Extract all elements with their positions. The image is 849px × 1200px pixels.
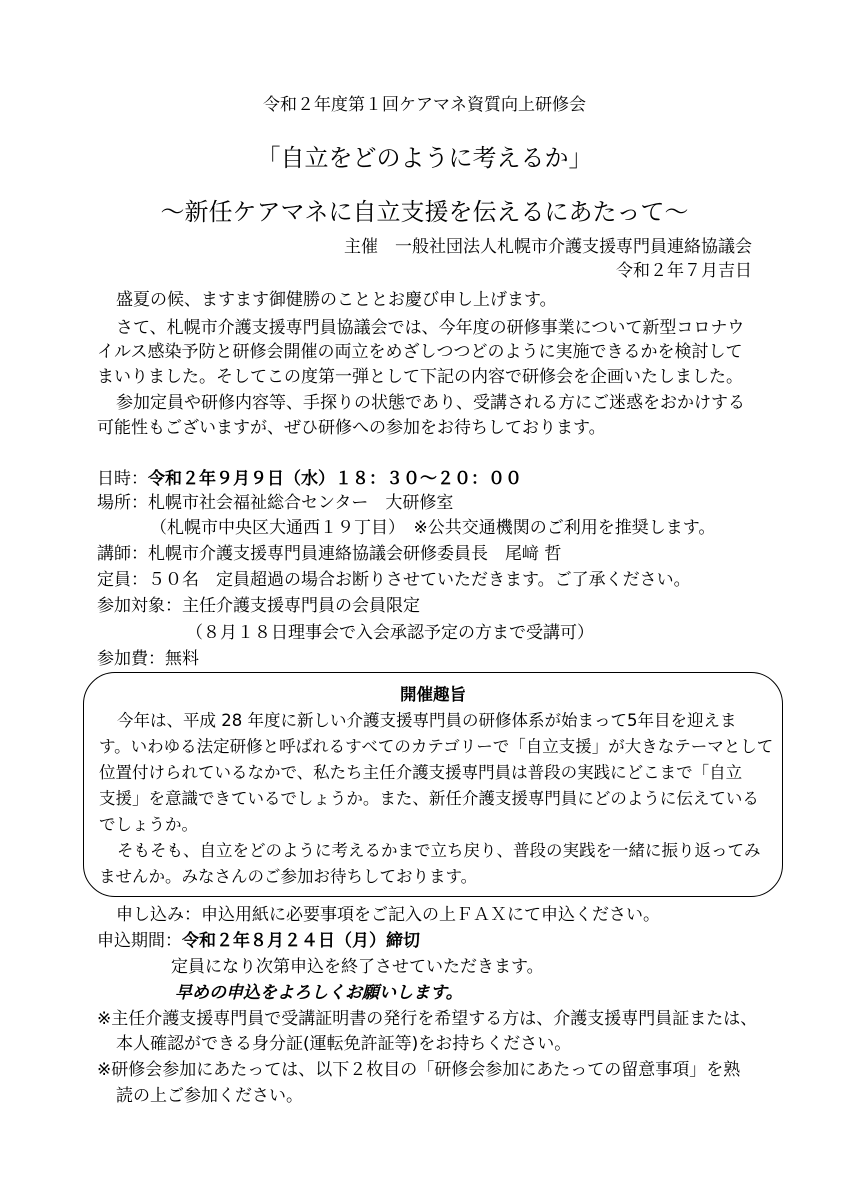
purpose-box [83,672,783,897]
capacity-value: ５０名 定員超過の場合お断りさせていただきます。ご了承ください。 [148,570,691,590]
subtitle: ～新任ケアマネに自立支援を伝えるにあたって～ [160,198,689,226]
lecturer-row [97,542,561,566]
purpose-line: 今年は、平成 28 年度に新しい介護支援専門員の研修体系が始まって5年目を迎えま [117,711,737,730]
capacity-row [97,568,691,592]
venue-value: 札幌市社会福祉総合センター 大研修室 [148,493,454,513]
lecturer-value: 札幌市介護支援専門員連絡協議会研修委員長 尾﨑 哲 [148,544,562,564]
datetime-row [97,467,522,491]
greeting-line: 盛夏の候、ますます御健勝のこととお慶び申し上げます。 [116,290,557,310]
application-emphasis: 早めの申込をよろしくお願いします。 [175,983,463,1003]
target-row [97,594,420,618]
venue-label: 場所： [97,493,148,513]
application-period-label: 申込期間： [97,931,182,951]
issue-date: 令和２年７月吉日 [616,261,752,281]
application-period-note: 定員になり次第申込を終了させていただきます。 [171,957,544,977]
target-label: 参加対象： [97,596,182,616]
purpose-heading: 開催趣旨 [400,685,466,704]
greeting-line: まいりました。そしてこの度第一弾として下記の内容で研修会を企画いたしました。 [97,367,743,387]
capacity-label: 定員： [97,570,148,590]
note-line: ※主任介護支援専門員で受講証明書の発行を希望する方は、介護支援専門員証または、 [97,1009,758,1029]
venue-row [97,491,453,515]
datetime-value: 令和２年９月９日（水）１８：３０～２０：００ [148,469,522,489]
organizer: 主催 一般社団法人札幌市介護支援専門員連絡協議会 [344,237,752,257]
purpose-line: 支援」を意識できているでしょうか。また、新任介護支援専門員にどのように伝えている [99,789,759,808]
target-note: （８月１８日理事会で入会承認予定の方まで受講可） [186,623,594,643]
application-period-value: 令和２年８月２４日（月）締切 [182,931,420,951]
greeting-line: 可能性もございますが、ぜひ研修への参加をお待ちしております。 [97,418,606,438]
purpose-line: す。いわゆる法定研修と呼ばれるすべてのカテゴリーで「自立支援」が大きなテーマとして [99,737,774,756]
target-value: 主任介護支援専門員の会員限定 [182,596,420,616]
application-method-row [116,903,660,927]
purpose-line: でしょうか。 [99,815,198,834]
application-period-row [97,929,420,953]
note-line: 本人確認ができる身分証(運転免許証等)をお持ちください。 [116,1034,572,1054]
application-method-label: 申し込み： [116,905,201,925]
greeting-line: さて、札幌市介護支援専門員協議会では、今年度の研修事業について新型コロナウ [116,318,745,338]
purpose-line: 位置付けられているなかで、私たち主任介護支援専門員は普段の実践にどこまで「自立 [99,763,743,782]
venue-note: （札幌市中央区大通西１９丁目） ※公共交通機関のご利用を推奨します。 [150,518,716,538]
lecturer-label: 講師： [97,544,148,564]
fee-label: 参加費： [97,649,165,669]
purpose-line: そもそも、自立をどのように考えるかまで立ち戻り、普段の実践を一緒に振り返ってみ [117,841,761,860]
greeting-line: 参加定員や研修内容等、手探りの状態であり、受講される方にご迷惑をおかけする [116,393,745,413]
main-title: 「自立をどのように考えるか」 [256,144,593,172]
purpose-line: ませんか。みなさんのご参加お待ちしております。 [99,867,478,886]
fee-value: 無料 [165,649,199,669]
greeting-line: イルス感染予防と研修会開催の両立をめざしつつどのように実施できるかを検討して [97,342,743,362]
fee-row [97,647,199,671]
note-line: ※研修会参加にあたっては、以下２枚目の「研修会参加にあたっての留意事項」を熟 [97,1060,741,1080]
datetime-label: 日時： [97,469,148,489]
note-line: 読の上ご参加ください。 [116,1086,303,1106]
application-method-value: 申込用紙に必要事項をご記入の上ＦＡＸにて申込ください。 [201,905,660,925]
event-title: 令和２年度第１回ケアマネ資質向上研修会 [263,95,586,115]
